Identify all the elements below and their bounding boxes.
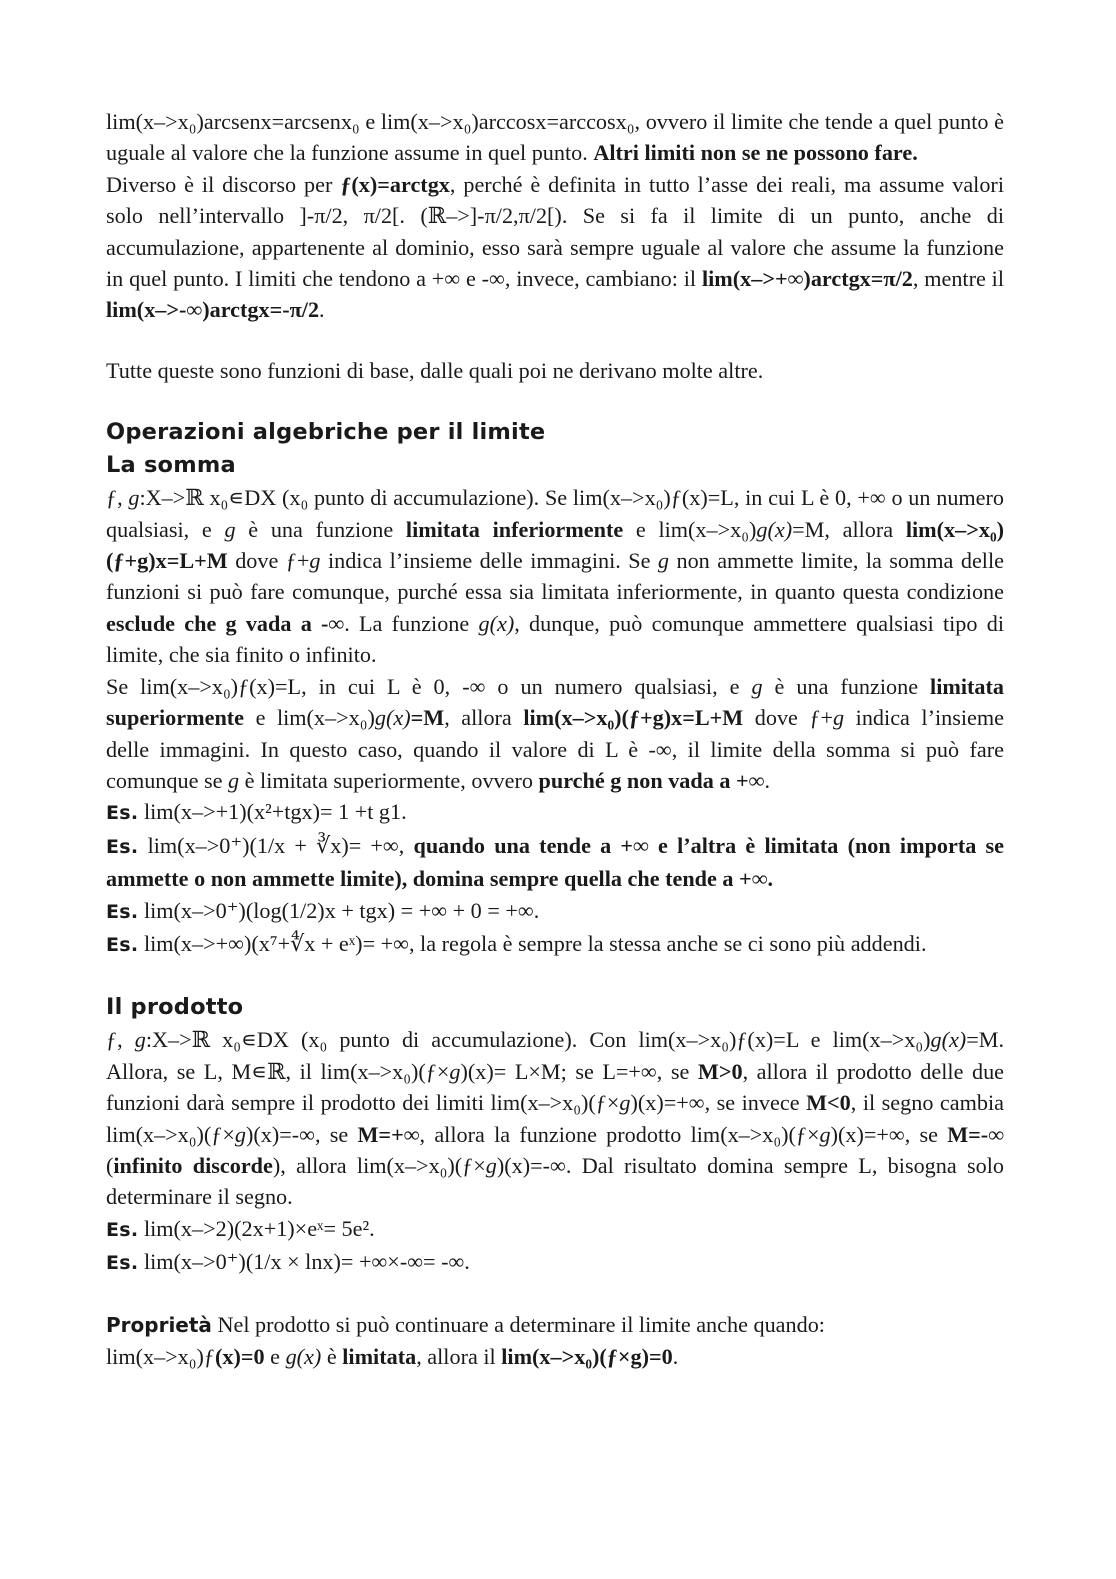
bold-text: lim(x–>-∞)arctgx=-π/2 <box>106 297 320 323</box>
text: . <box>319 297 325 323</box>
text: , allora <box>444 705 524 731</box>
text: =M, allora <box>792 516 906 542</box>
example-label: Es. <box>106 900 139 923</box>
document-page <box>106 106 1004 1372</box>
bold-text: =M <box>410 705 445 731</box>
italic-text: g <box>819 1121 831 1147</box>
text: , perché è definita in tutto l’asse dei reali, ma assume valori solo nell’intervallo ]-π/2, π/2[. (ℝ–>]-π/2,π/2[). Se si fa il limite di un punto, anche di accumulazione, appartenente al dominio, esso sarà sempre uguale al valore che assume la funzione in quel punto. I limiti che tendono a +∞ e -∞, invece, cambiano: il <box>106 171 1004 292</box>
text: e lim(x–>x₀) <box>623 516 757 542</box>
italic-text: g <box>619 1090 631 1116</box>
text: indica l’insieme delle immagini. Se <box>320 548 658 574</box>
property-label: Proprietà <box>106 1312 212 1337</box>
example-label: Es. <box>106 835 139 858</box>
text: lim(x–>2)(2x+1)×eˣ= 5e². <box>138 1215 375 1241</box>
italic-text: g <box>228 767 240 793</box>
text: lim(x–>x₀)ƒ <box>106 1344 215 1369</box>
italic-text: g(x) <box>374 705 411 731</box>
italic-text: g(x) <box>756 516 793 542</box>
example-label: Es. <box>106 802 139 825</box>
example-sum-3 <box>106 895 1004 928</box>
text: Se lim(x–>x₀)ƒ(x)=L, in cui L è 0, -∞ o un numero qualsiasi, e <box>106 673 752 699</box>
spacer <box>106 326 1004 355</box>
bold-text: lim(x–>x₀)(ƒ+g)x=L+M <box>106 516 1004 574</box>
example-label: Es. <box>106 933 139 956</box>
italic-text: g(x) <box>478 610 515 636</box>
bold-text: lim(x–>x₀)(ƒ+g)x=L+M <box>523 705 744 731</box>
section-subtitle-sum: La somma <box>106 452 236 479</box>
paragraph-sum-lower-bounded <box>106 482 1004 670</box>
bold-text: M>0 <box>697 1058 743 1084</box>
text: è una funzione <box>762 673 931 699</box>
bold-text: (x)=0 <box>215 1344 265 1369</box>
bold-text: infinito discorde <box>113 1152 273 1178</box>
text: è <box>321 1344 343 1369</box>
text: :X–>ℝ x₀∊DX (x₀ punto di accumulazione). Se lim(x–>x₀)ƒ(x)=L, in cui L è 0, +∞ o un numero qualsiasi, e <box>106 485 1004 542</box>
section-title-algebraic-operations: Operazioni algebriche per il limite <box>106 419 546 446</box>
text: ƒ, <box>106 485 129 511</box>
italic-text: g <box>485 1152 497 1178</box>
text: lim(x–>+1)(x²+tgx)= 1 +t g1. <box>138 799 407 825</box>
text: )(x)= L×M; se L=+∞, se <box>460 1058 698 1084</box>
example-sum-1 <box>106 796 1004 829</box>
text: , dunque, può comunque ammettere qualsiasi tipo di limite, che sia finito o infinito. <box>106 610 1004 668</box>
bold-text: lim(x–>+∞)arctgx=π/2 <box>701 266 913 292</box>
paragraph-base-functions: Tutte queste sono funzioni di base, dalle quali poi ne derivano molte altre. <box>106 357 764 383</box>
bold-text: ƒ(x)=arctgx <box>340 171 450 197</box>
italic-text: g(x) <box>285 1344 322 1369</box>
text: )(x)=-∞, se <box>245 1121 358 1147</box>
paragraph-arctg <box>106 169 1004 326</box>
text: indica l’insieme delle immagini. In questo caso, quando il valore di L è -∞, il limite della somma si può fare comunque se <box>106 705 1004 793</box>
text: lim(x–>0⁺)(1/x + ∛x)= +∞, <box>138 832 414 858</box>
text: ƒ, <box>106 1027 135 1053</box>
text: lim(x–>0⁺)(log(1/2)x + tgx) = +∞ + 0 = +∞. <box>138 897 540 923</box>
bold-text: limitata <box>342 1344 417 1369</box>
italic-text: g <box>449 1058 461 1084</box>
text: , allora la funzione prodotto lim(x–>x₀)(ƒ× <box>419 1121 820 1147</box>
italic-text: g(x) <box>930 1027 967 1053</box>
paragraph-property-formula <box>106 1341 1004 1372</box>
italic-text: g <box>128 485 140 511</box>
text: )(x)=+∞, se <box>830 1121 948 1147</box>
bold-text: esclude che g vada a -∞ <box>106 610 345 636</box>
example-product-1 <box>106 1213 1004 1246</box>
paragraph-sum-upper-bounded <box>106 671 1004 797</box>
example-label: Es. <box>106 1218 139 1241</box>
example-sum-4 <box>106 928 1004 961</box>
bold-text: M=-∞ <box>947 1121 1005 1147</box>
example-label: Es. <box>106 1252 139 1275</box>
text: e <box>264 1344 286 1369</box>
text: , allora il <box>416 1344 502 1369</box>
text: dove ƒ+ <box>227 548 310 574</box>
text: lim(x–>x₀)arcsenx=arcsenx₀ e lim(x–>x₀)arccosx=arccosx₀, ovvero il limite che tende a quel punto è uguale al valore che la funzione assume in quel punto. <box>106 109 1004 166</box>
example-product-2 <box>106 1246 1004 1279</box>
text: . <box>764 767 771 793</box>
spacer <box>106 386 1004 416</box>
bold-text: limitata inferiormente <box>405 516 624 542</box>
italic-text: g <box>224 516 236 542</box>
text: lim(x–>0⁺)(1/x × lnx)= +∞×-∞= -∞. <box>138 1249 470 1275</box>
text: lim(x–>+∞)(x⁷+∜x + eˣ)= +∞, la regola è sempre la stessa anche se ci sono più addendi. <box>138 930 927 956</box>
italic-text: g <box>751 673 763 699</box>
text: è una funzione <box>235 516 406 542</box>
text: =M. Allora, se L, M∊ℝ, il lim(x–>x₀)(ƒ× <box>106 1027 1004 1084</box>
text: Diverso è il discorso per <box>106 171 341 197</box>
italic-text: g <box>134 1027 146 1053</box>
text: . La funzione <box>344 610 479 636</box>
text: dove ƒ+ <box>743 705 834 731</box>
bold-text: purché g non vada a +∞ <box>538 767 765 793</box>
paragraph-arcsen-arccos <box>106 106 1004 169</box>
text: e lim(x–>x₀) <box>244 705 375 731</box>
italic-text: g <box>309 548 321 574</box>
text: )(x)=+∞, se invece <box>630 1090 807 1116</box>
text: Nel prodotto si può continuare a determinare il limite anche quando: <box>211 1311 825 1337</box>
text: . <box>672 1344 679 1369</box>
text: , allora il prodotto delle due funzioni darà sempre il prodotto dei limiti lim(x–>x₀)(ƒ× <box>106 1058 1005 1116</box>
paragraph-product <box>106 1024 1004 1212</box>
italic-text: g <box>234 1121 246 1147</box>
text: ( <box>106 1152 114 1178</box>
example-sum-2 <box>106 830 1004 895</box>
text: è limitata superiormente, ovvero <box>239 767 539 793</box>
text: , il segno cambia lim(x–>x₀)(ƒ× <box>106 1090 1004 1147</box>
bold-text: limitata superiormente <box>106 673 1004 731</box>
italic-text: g <box>833 705 845 731</box>
text: , mentre il <box>912 266 1004 292</box>
spacer <box>106 961 1004 991</box>
text: )(x)=-∞. Dal risultato domina sempre L, bisogna solo determinare il segno. <box>106 1152 1004 1210</box>
bold-text: M=+∞ <box>357 1121 420 1147</box>
paragraph-property <box>106 1309 1004 1341</box>
bold-text: M<0 <box>806 1090 851 1116</box>
text: :X–>ℝ x₀∊DX (x₀ punto di accumulazione). Con lim(x–>x₀)ƒ(x)=L e lim(x–>x₀) <box>145 1027 931 1053</box>
bold-text: lim(x–>x₀)(ƒ×g)=0 <box>501 1344 673 1369</box>
text: ), allora lim(x–>x₀)(ƒ× <box>272 1152 486 1178</box>
text: non ammette limite, la somma delle funzioni si può fare comunque, purché essa sia limitata inferiormente, in quanto questa condizione <box>106 548 1004 605</box>
bold-text: Altri limiti non se ne possono fare. <box>593 140 918 166</box>
italic-text: g <box>657 548 670 574</box>
bold-text: quando una tende a +∞ e l’altra è limitata (non importa se ammette o non ammette limite), domina sempre quella che tende a +∞. <box>106 832 1005 892</box>
spacer <box>106 1280 1004 1309</box>
section-title-product: Il prodotto <box>106 994 244 1021</box>
